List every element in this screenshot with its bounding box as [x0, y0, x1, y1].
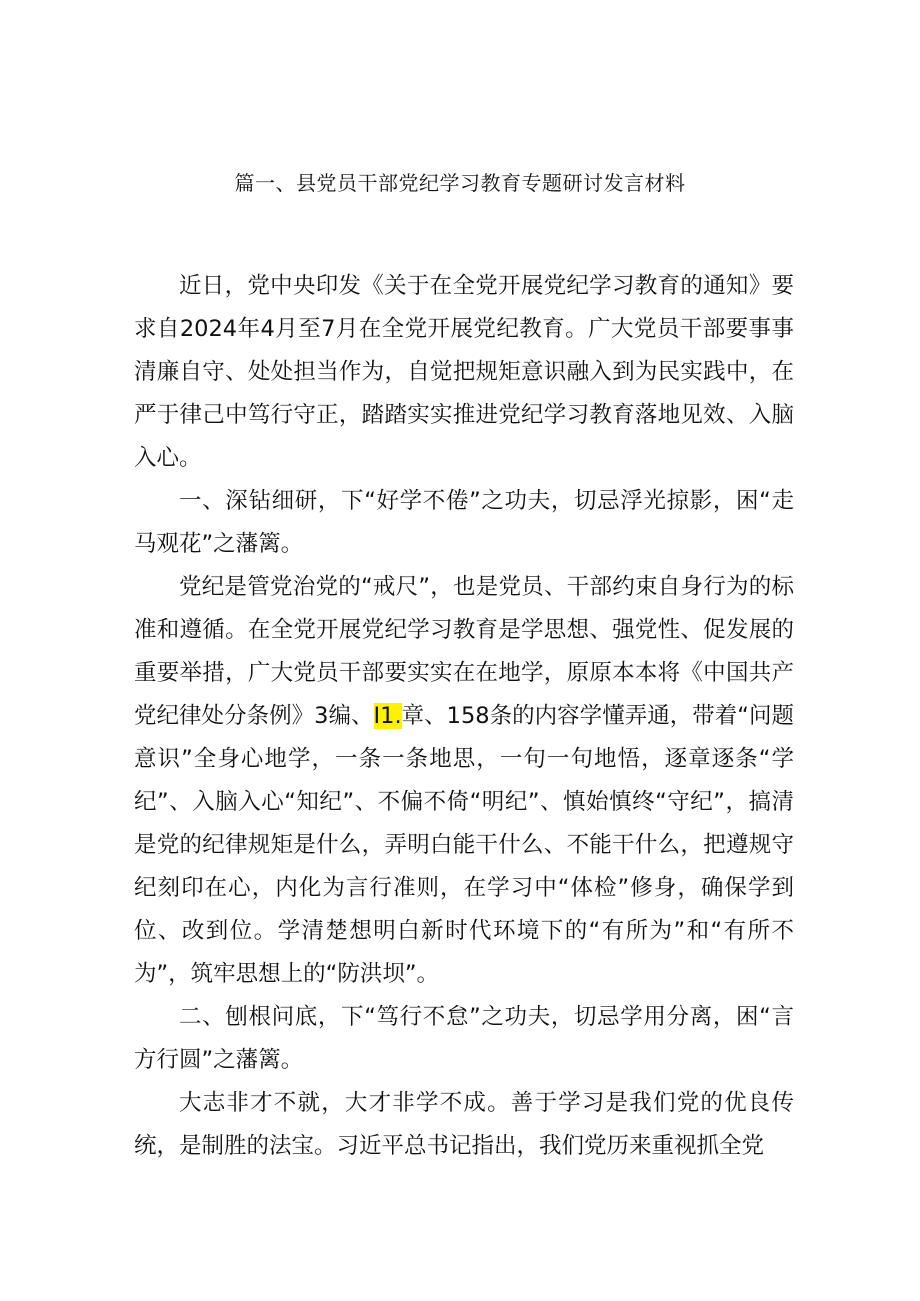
paragraph-text: 近日，党中央印发《关于在全党开展党纪学习教育的通知》要求自2024年4月至7月在全党开展党纪教育。广大党员干部要事事清廉自守、处处担当作为，自觉把规矩意识融入到为民实践中，在严于律己中笃行守正，踏踏实实推进党纪学习教育落地见效、入脑入心。: [134, 273, 794, 471]
paragraph-intro: [134, 265, 794, 480]
paragraph-study: [134, 1082, 794, 1168]
highlighted-text: I1.: [373, 703, 402, 729]
paragraph-discipline: [134, 566, 794, 996]
heading-text: 一、深钻细研，下“好学不倦”之功夫，切忌浮光掠影，困“走马观花”之藩篱。: [134, 488, 794, 557]
section-heading-1: [134, 480, 794, 566]
document-body: [134, 265, 794, 1168]
paragraph-text: 党纪是管党治党的“戒尺”，也是党员、干部约束自身行为的标准和遵循。在全党开展党纪学习教育是学思想、强党性、促发展的重要举措，广大党员干部要实实在在地学，原原本本将《中国共产党纪律处分条例》3编、: [134, 574, 794, 729]
section-heading-2: [134, 996, 794, 1082]
paragraph-text: 大志非才不就，大才非学不成。善于学习是我们党的优良传统，是制胜的法宝。习近平总书记指出，我们党历来重视抓全党: [134, 1090, 794, 1159]
paragraph-text: 章、158条的内容学懂弄通，带着“问题意识”全身心地学，一条一条地思，一句一句地悟，逐章逐条“学纪”、入脑入心“知纪”、不偏不倚“明纪”、慎始慎终“守纪”，搞清是党的纪律规矩是什么，弄明白能干什么、不能干什么，把遵规守纪刻印在心，内化为言行准则，在学习中“体检”修身，确保学到位、改到位。学清楚想明白新时代环境下的“有所为”和“有所不为”，筑牢思想上的“防洪坝”。: [134, 703, 794, 987]
heading-text: 二、刨根问底，下“笃行不怠”之功夫，切忌学用分离，困“言方行圆”之藩篱。: [134, 1004, 794, 1073]
document-title: 篇一、县党员干部党纪学习教育专题研讨发言材料: [234, 171, 686, 195]
